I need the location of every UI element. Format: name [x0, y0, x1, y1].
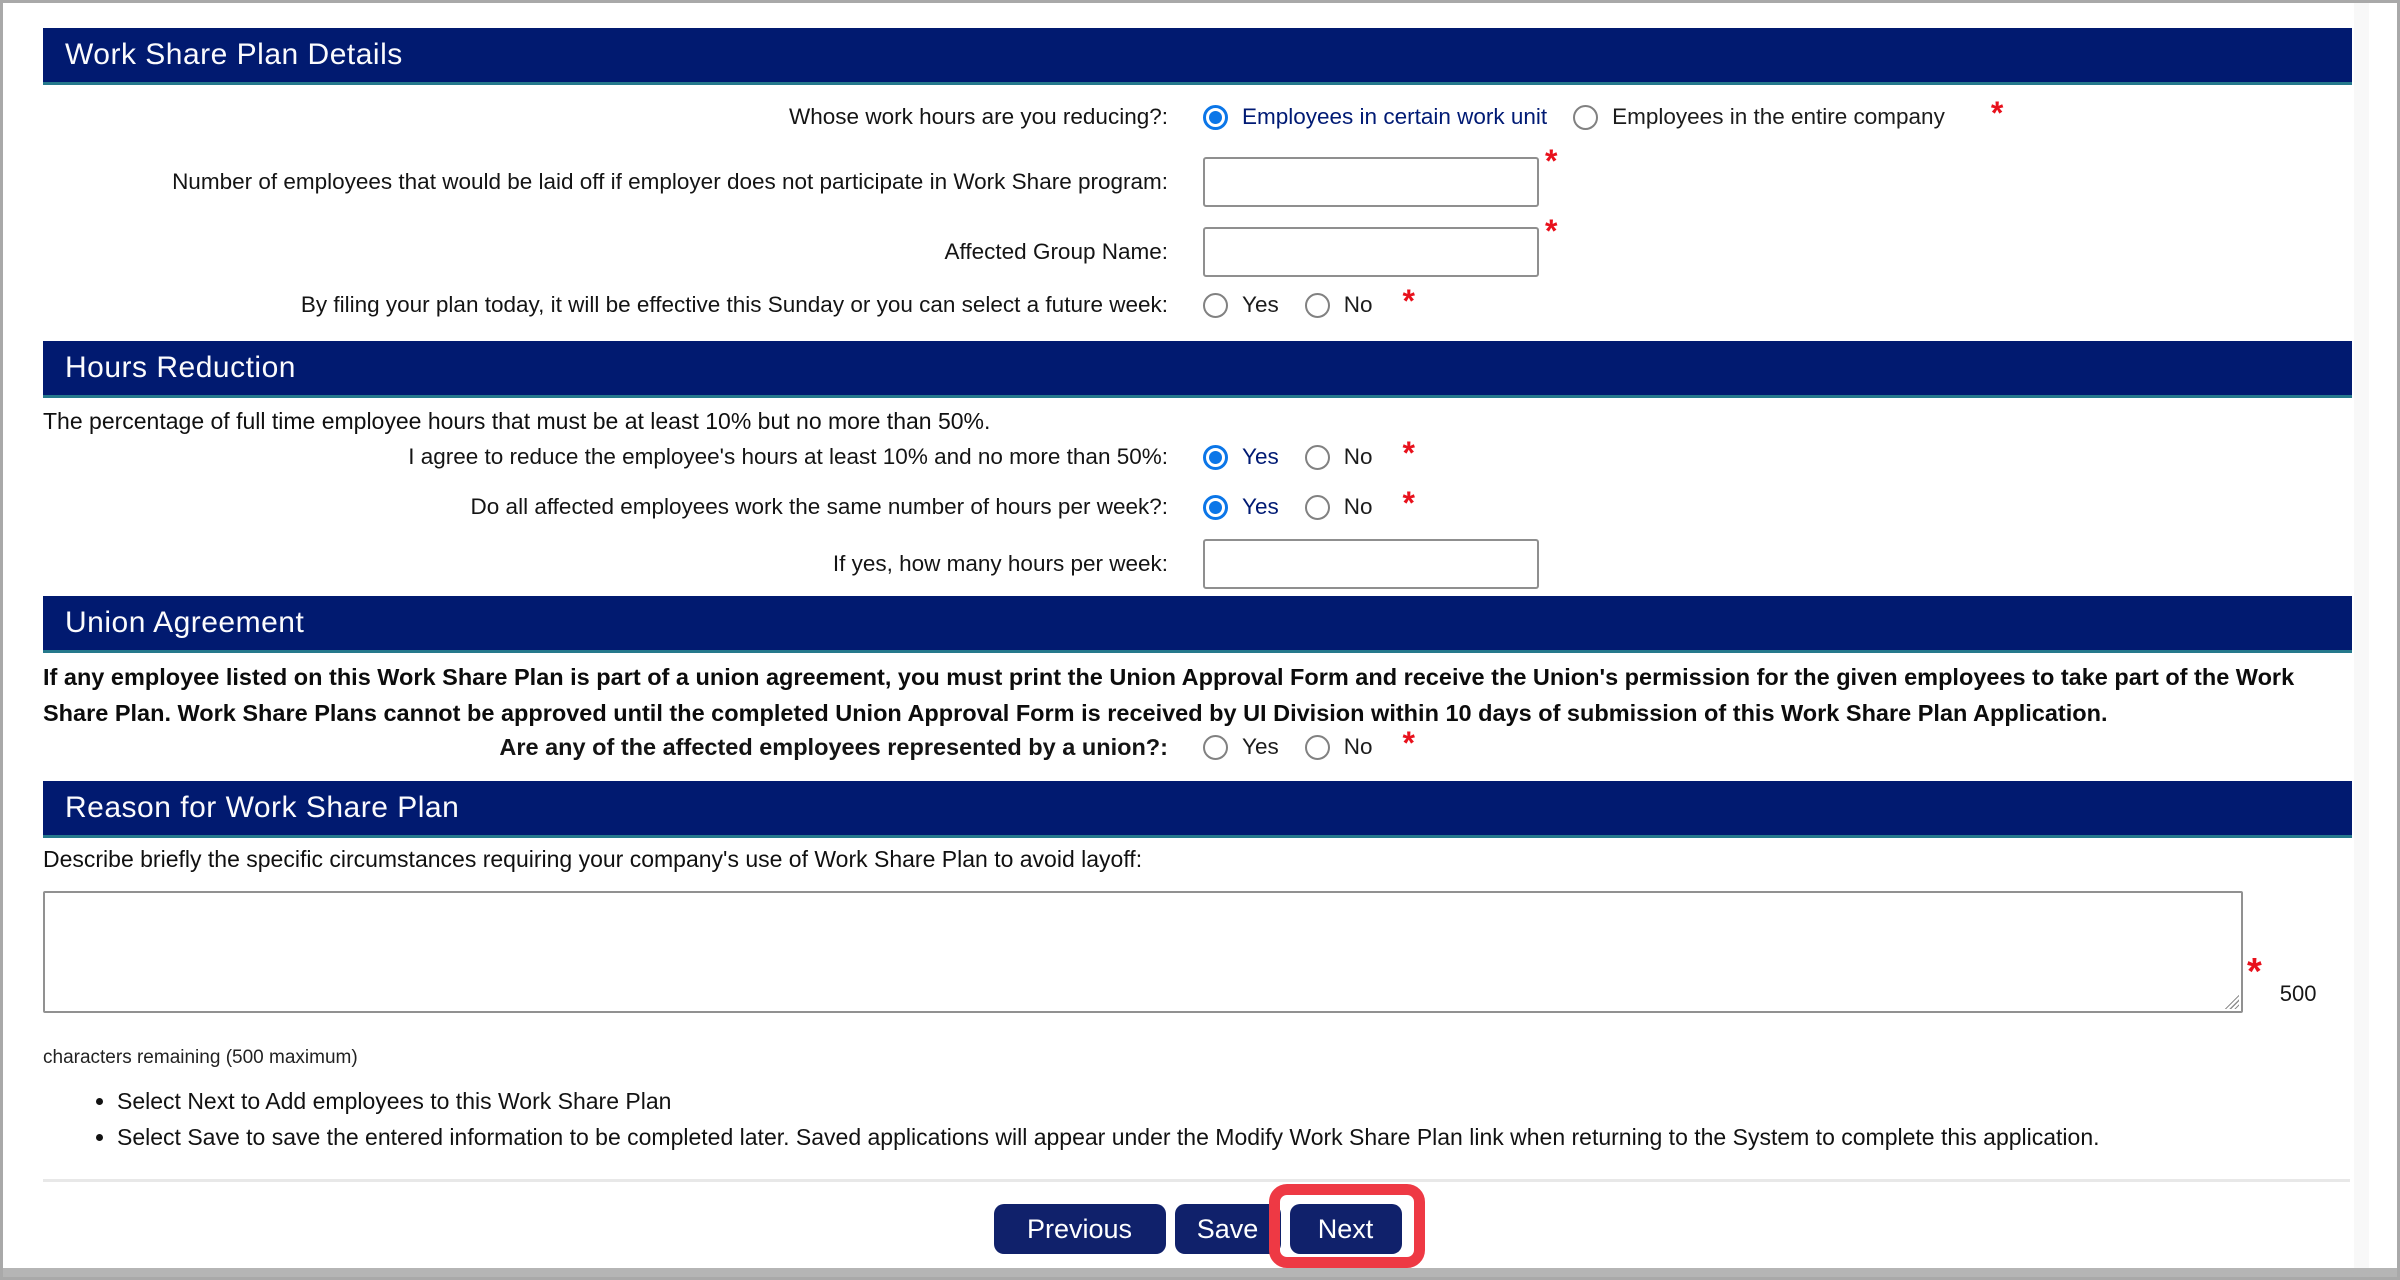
row-layoff-count	[43, 143, 2352, 207]
section-header-union	[43, 596, 2352, 653]
row-union-represented	[43, 725, 2352, 763]
radio-effective-no-label[interactable]: No	[1343, 292, 1373, 317]
required-asterisk: *	[1545, 143, 1558, 179]
layoff-count-control	[1203, 143, 1558, 207]
radio-same-hours-no[interactable]	[1305, 495, 1330, 520]
instruction-item	[117, 1119, 2352, 1155]
agree-reduce-label: I agree to reduce the employee's hours at least 10% and no more than 50%:	[408, 444, 1168, 469]
radio-effective-no[interactable]	[1305, 293, 1330, 318]
row-group-name	[43, 213, 2352, 277]
section-header-hours	[43, 341, 2352, 398]
agree-reduce-options	[1203, 435, 1415, 473]
instruction-item	[117, 1083, 2352, 1119]
radio-effective-yes[interactable]	[1203, 293, 1228, 318]
reason-textarea[interactable]	[43, 891, 2243, 1013]
required-asterisk: *	[1545, 213, 1558, 249]
previous-button[interactable]: Previous	[994, 1204, 1166, 1254]
group-name-control	[1203, 213, 1558, 277]
form-content	[3, 28, 2397, 1254]
reducing-options	[1203, 95, 2004, 133]
instruction-list	[43, 1083, 2352, 1155]
action-button-row	[43, 1204, 2352, 1254]
union-notice: If any employee listed on this Work Share Plan is part of a union agreement, you must print the Union Approval Form and receive the Union's permission for the given employees to take part of the Work Share Plan. Work Share Plans cannot be approved until the completed Union Approval Form is received by UI Division within 10 days of submission of this Work Share Plan Application.	[43, 664, 2295, 726]
effective-week-label: By filing your plan today, it will be effective this Sunday or you can select a future week:	[300, 292, 1168, 317]
required-asterisk: *	[1990, 95, 2004, 131]
instruction-text: Select Save to save the entered information to be completed later. Saved applications will appear under the Modify Work Share Plan link when returning to the System to complete this application.	[117, 1124, 2100, 1150]
section-header-details	[43, 28, 2352, 85]
radio-certain-work-unit-label[interactable]: Employees in certain work unit	[1242, 104, 1548, 129]
section-title: Work Share Plan Details	[65, 38, 403, 71]
next-button-wrapper	[1290, 1204, 1402, 1254]
instruction-text: Select Next to Add employees to this Work Share Plan	[117, 1088, 672, 1114]
group-name-label: Affected Group Name:	[944, 239, 1168, 264]
required-asterisk: *	[1402, 725, 1415, 761]
same-hours-label: Do all affected employees work the same number of hours per week?:	[470, 494, 1168, 519]
footer-divider	[43, 1179, 2350, 1182]
radio-agree-no[interactable]	[1305, 445, 1330, 470]
row-same-hours	[43, 485, 2352, 523]
hours-per-week-control	[1203, 539, 1539, 589]
radio-union-yes-label[interactable]: Yes	[1242, 734, 1279, 759]
radio-certain-work-unit[interactable]	[1203, 105, 1228, 130]
radio-entire-company[interactable]	[1573, 105, 1598, 130]
effective-week-options	[1203, 283, 1415, 321]
group-name-input[interactable]	[1203, 227, 1539, 277]
radio-same-hours-yes-label[interactable]: Yes	[1242, 494, 1279, 519]
section-title: Hours Reduction	[65, 351, 296, 384]
reason-describe-label: Describe briefly the specific circumstances requiring your company's use of Work Share Plan to avoid layoff:	[43, 846, 1143, 872]
same-hours-options	[1203, 485, 1415, 523]
row-hours-per-week	[43, 539, 2352, 589]
row-agree-reduce	[43, 435, 2352, 473]
radio-union-yes[interactable]	[1203, 735, 1228, 760]
required-asterisk: *	[1402, 283, 1415, 319]
reason-textarea-row	[43, 891, 2352, 1013]
section-header-reason	[43, 781, 2352, 838]
characters-remaining-note: characters remaining (500 maximum)	[43, 1047, 358, 1068]
hours-note: The percentage of full time employee hours that must be at least 10% but no more than 50%.	[43, 408, 991, 434]
radio-union-no[interactable]	[1305, 735, 1330, 760]
radio-agree-no-label[interactable]: No	[1343, 444, 1373, 469]
required-asterisk: *	[1402, 485, 1415, 521]
required-asterisk: *	[2247, 951, 2262, 993]
page-bottom-border	[3, 1268, 2397, 1277]
next-button[interactable]: Next	[1290, 1204, 1402, 1254]
radio-effective-yes-label[interactable]: Yes	[1242, 292, 1279, 317]
save-button[interactable]: Save	[1175, 1204, 1281, 1254]
hours-per-week-label: If yes, how many hours per week:	[832, 551, 1168, 576]
characters-remaining-count: 500	[2279, 981, 2317, 1006]
radio-same-hours-yes[interactable]	[1203, 495, 1228, 520]
required-asterisk: *	[1402, 435, 1415, 471]
union-represented-label: Are any of the affected employees represented by a union?:	[499, 734, 1168, 760]
radio-same-hours-no-label[interactable]: No	[1343, 494, 1373, 519]
section-title: Union Agreement	[65, 606, 305, 639]
radio-agree-yes[interactable]	[1203, 445, 1228, 470]
reducing-label: Whose work hours are you reducing?:	[789, 104, 1168, 129]
union-represented-options	[1203, 725, 1415, 763]
radio-entire-company-label[interactable]: Employees in the entire company	[1612, 104, 1945, 129]
hours-per-week-input[interactable]	[1203, 539, 1539, 589]
layoff-count-input[interactable]	[1203, 157, 1539, 207]
radio-union-no-label[interactable]: No	[1343, 734, 1373, 759]
section-title: Reason for Work Share Plan	[65, 791, 460, 824]
layoff-count-label: Number of employees that would be laid off if employer does not participate in Work Share program:	[172, 169, 1168, 194]
radio-agree-yes-label[interactable]: Yes	[1242, 444, 1279, 469]
row-reducing	[43, 95, 2352, 133]
row-effective-week	[43, 283, 2352, 321]
